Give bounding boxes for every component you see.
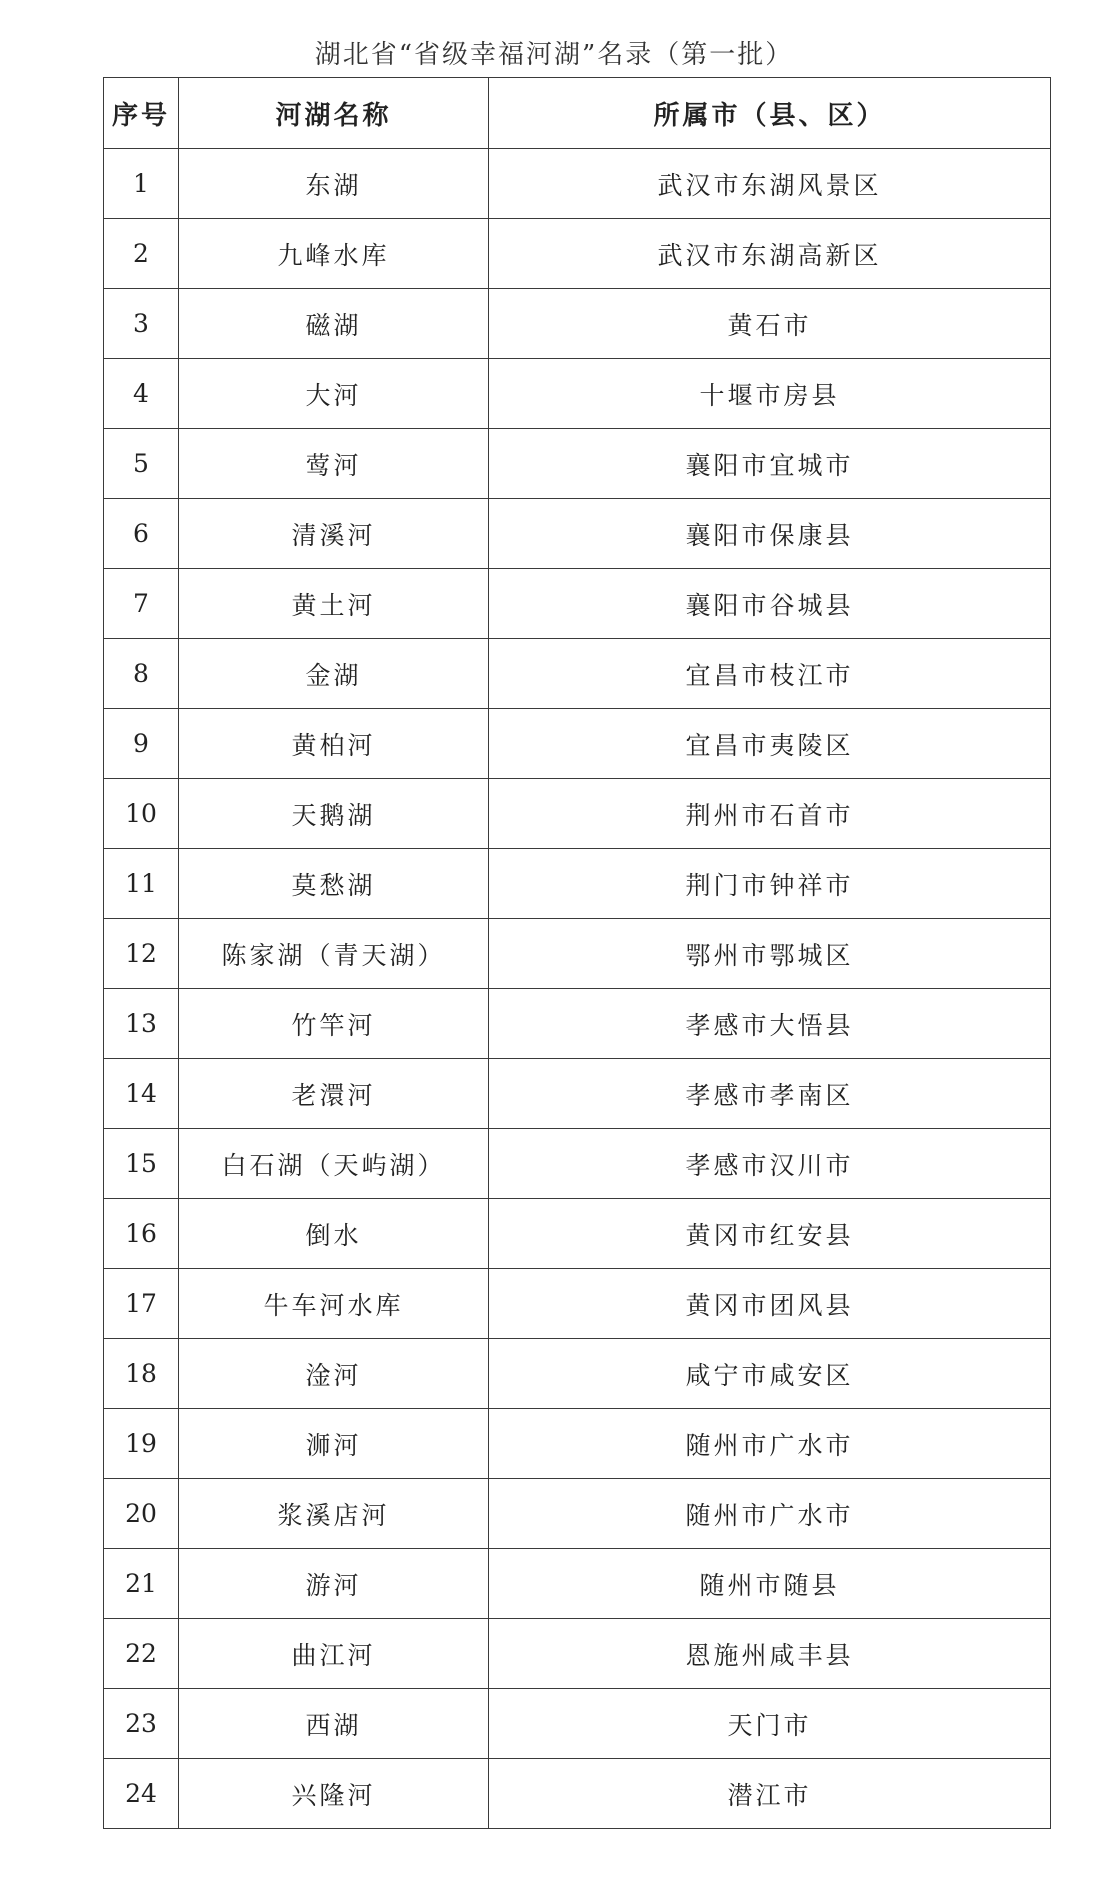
river-lake-name-cell: 大河 [179, 359, 489, 429]
serial-number-cell: 7 [104, 569, 179, 639]
river-lake-name-cell: 竹竿河 [179, 989, 489, 1059]
river-lake-name-cell: 白石湖（天屿湖） [179, 1129, 489, 1199]
location-cell: 襄阳市宜城市 [489, 429, 1051, 499]
header-river-lake-name: 河湖名称 [179, 78, 489, 149]
table-row [104, 639, 1051, 709]
serial-number-cell: 10 [104, 779, 179, 849]
serial-number-cell: 24 [104, 1759, 179, 1829]
location-cell: 天门市 [489, 1689, 1051, 1759]
serial-number-cell: 4 [104, 359, 179, 429]
location-cell: 潜江市 [489, 1759, 1051, 1829]
river-lake-name-cell: 莫愁湖 [179, 849, 489, 919]
river-lake-name-cell: 曲江河 [179, 1619, 489, 1689]
location-cell: 孝感市孝南区 [489, 1059, 1051, 1129]
serial-number-cell: 5 [104, 429, 179, 499]
river-lake-name-cell: 莺河 [179, 429, 489, 499]
serial-number-cell: 11 [104, 849, 179, 919]
location-cell: 黄冈市团风县 [489, 1269, 1051, 1339]
table-row [104, 429, 1051, 499]
table-row [104, 779, 1051, 849]
table-row [104, 1269, 1051, 1339]
river-lake-name-cell: 黄柏河 [179, 709, 489, 779]
location-cell: 鄂州市鄂城区 [489, 919, 1051, 989]
location-cell: 随州市随县 [489, 1549, 1051, 1619]
table-row [104, 569, 1051, 639]
table-row [104, 709, 1051, 779]
serial-number-cell: 23 [104, 1689, 179, 1759]
table-row [104, 359, 1051, 429]
location-cell: 荆州市石首市 [489, 779, 1051, 849]
serial-number-cell: 22 [104, 1619, 179, 1689]
table-body [104, 149, 1051, 1829]
table-row [104, 1549, 1051, 1619]
river-lake-name-cell: 牛车河水库 [179, 1269, 489, 1339]
table-row [104, 1619, 1051, 1689]
serial-number-cell: 17 [104, 1269, 179, 1339]
river-lake-name-cell: 西湖 [179, 1689, 489, 1759]
river-lake-name-cell: 金湖 [179, 639, 489, 709]
table-row [104, 1339, 1051, 1409]
table-row [104, 1129, 1051, 1199]
serial-number-cell: 2 [104, 219, 179, 289]
table-header-row [104, 78, 1051, 149]
serial-number-cell: 8 [104, 639, 179, 709]
table-row [104, 1479, 1051, 1549]
serial-number-cell: 16 [104, 1199, 179, 1269]
river-lake-name-cell: 陈家湖（青天湖） [179, 919, 489, 989]
river-lake-name-cell: 东湖 [179, 149, 489, 219]
table-row [104, 989, 1051, 1059]
location-cell: 宜昌市枝江市 [489, 639, 1051, 709]
header-serial-number: 序号 [104, 78, 179, 149]
river-lake-name-cell: 清溪河 [179, 499, 489, 569]
table-row [104, 149, 1051, 219]
river-lake-name-cell: 天鹅湖 [179, 779, 489, 849]
location-cell: 宜昌市夷陵区 [489, 709, 1051, 779]
serial-number-cell: 15 [104, 1129, 179, 1199]
river-lake-name-cell: 九峰水库 [179, 219, 489, 289]
table-row [104, 499, 1051, 569]
river-lake-name-cell: 浉河 [179, 1409, 489, 1479]
serial-number-cell: 6 [104, 499, 179, 569]
location-cell: 孝感市大悟县 [489, 989, 1051, 1059]
location-cell: 随州市广水市 [489, 1479, 1051, 1549]
river-lake-name-cell: 兴隆河 [179, 1759, 489, 1829]
location-cell: 襄阳市保康县 [489, 499, 1051, 569]
location-cell: 十堰市房县 [489, 359, 1051, 429]
river-lake-name-cell: 黄土河 [179, 569, 489, 639]
serial-number-cell: 18 [104, 1339, 179, 1409]
table-row [104, 219, 1051, 289]
serial-number-cell: 13 [104, 989, 179, 1059]
table-row [104, 1409, 1051, 1479]
happy-rivers-lakes-table [103, 77, 1051, 1829]
serial-number-cell: 14 [104, 1059, 179, 1129]
location-cell: 孝感市汉川市 [489, 1129, 1051, 1199]
location-cell: 武汉市东湖高新区 [489, 219, 1051, 289]
table-row [104, 849, 1051, 919]
location-cell: 黄石市 [489, 289, 1051, 359]
river-lake-name-cell: 倒水 [179, 1199, 489, 1269]
serial-number-cell: 21 [104, 1549, 179, 1619]
serial-number-cell: 3 [104, 289, 179, 359]
serial-number-cell: 19 [104, 1409, 179, 1479]
location-cell: 黄冈市红安县 [489, 1199, 1051, 1269]
river-lake-name-cell: 磁湖 [179, 289, 489, 359]
location-cell: 武汉市东湖风景区 [489, 149, 1051, 219]
table-row [104, 1689, 1051, 1759]
document-title: 湖北省“省级幸福河湖”名录（第一批） [314, 40, 794, 70]
river-lake-name-cell: 老澴河 [179, 1059, 489, 1129]
serial-number-cell: 9 [104, 709, 179, 779]
table-row [104, 1059, 1051, 1129]
location-cell: 恩施州咸丰县 [489, 1619, 1051, 1689]
location-cell: 荆门市钟祥市 [489, 849, 1051, 919]
table-row [104, 1199, 1051, 1269]
header-location: 所属市（县、区） [489, 78, 1051, 149]
serial-number-cell: 20 [104, 1479, 179, 1549]
table-row [104, 289, 1051, 359]
serial-number-cell: 12 [104, 919, 179, 989]
table-row [104, 919, 1051, 989]
serial-number-cell: 1 [104, 149, 179, 219]
river-lake-name-cell: 浆溪店河 [179, 1479, 489, 1549]
river-lake-name-cell: 游河 [179, 1549, 489, 1619]
location-cell: 随州市广水市 [489, 1409, 1051, 1479]
river-lake-name-cell: 淦河 [179, 1339, 489, 1409]
location-cell: 咸宁市咸安区 [489, 1339, 1051, 1409]
table-row [104, 1759, 1051, 1829]
location-cell: 襄阳市谷城县 [489, 569, 1051, 639]
